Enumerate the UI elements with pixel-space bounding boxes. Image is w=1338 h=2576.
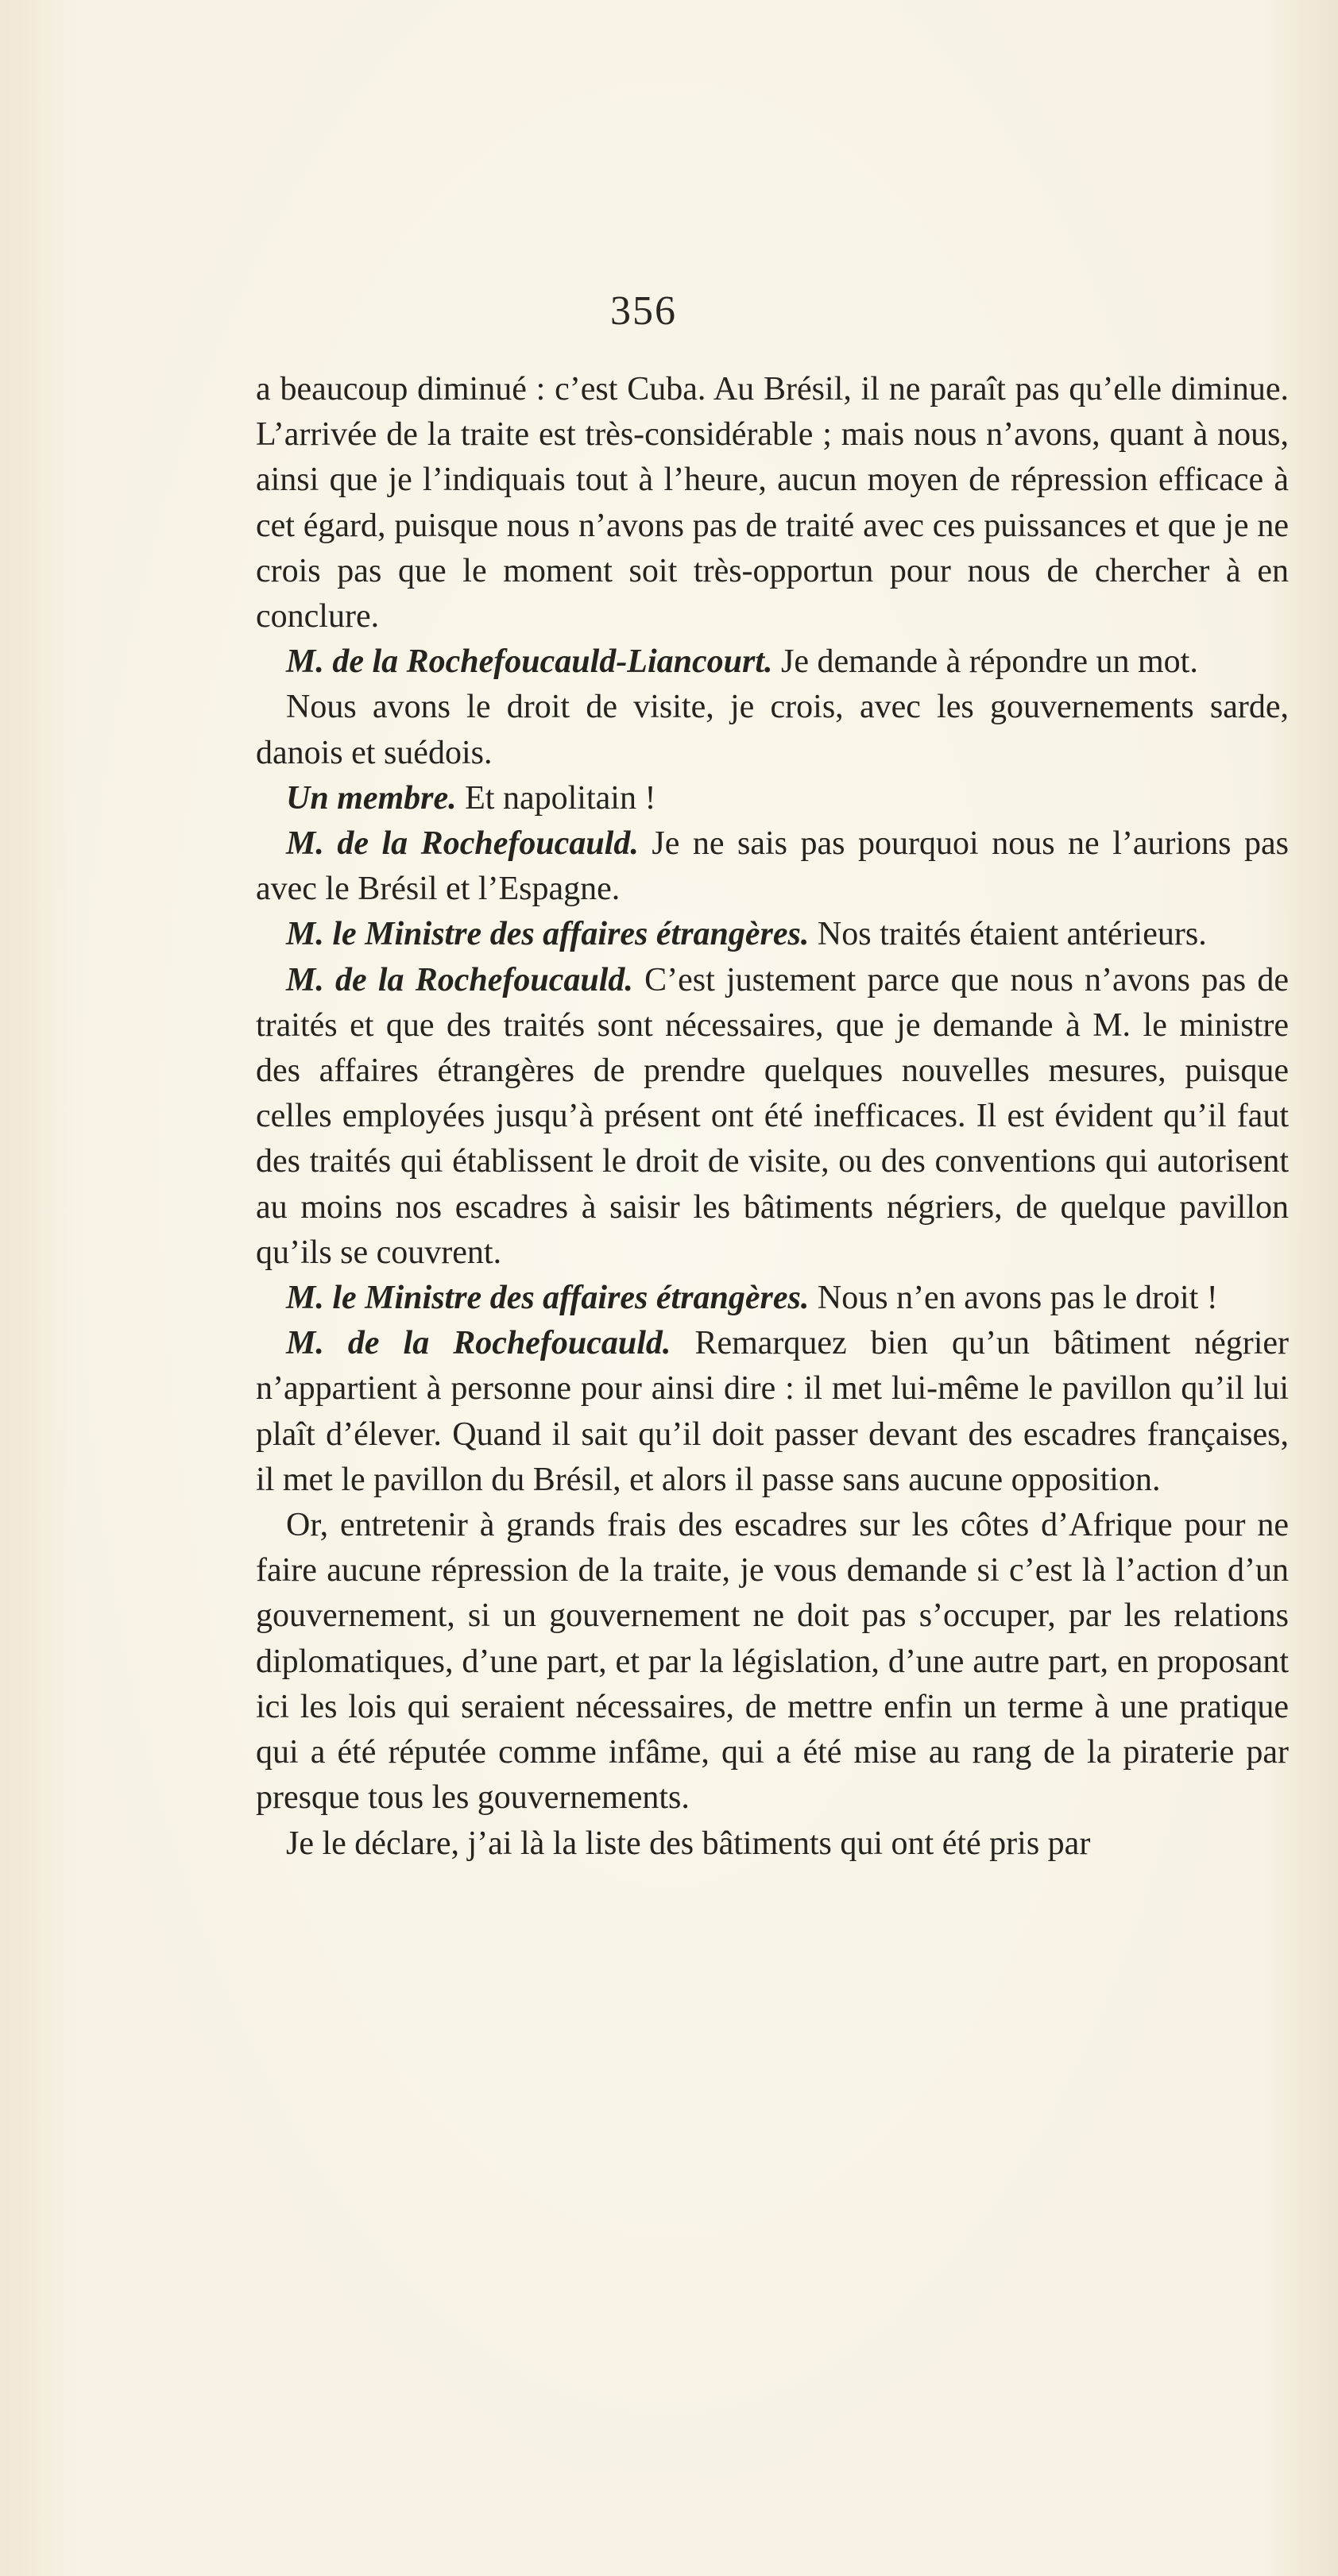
paragraph-7: [256, 958, 1289, 1276]
paragraph-8: [256, 1276, 1289, 1321]
paragraph-10: [256, 1503, 1289, 1821]
paragraph-text: Nous n’en avons pas le droit !: [809, 1280, 1218, 1317]
paragraph-5: [256, 821, 1289, 912]
paragraph-text: Remarquez bien qu’un bâtiment négrier n’appartient à personne pour ainsi dire : il met lui-même le pavillon qu’il lui plaît d’élever. Quand il sait qu’il doit passer devant des escadres françaises, il met le pavillon du Brésil, et alors il passe sans aucune opposition.: [256, 1325, 1289, 1498]
paragraph-text: Et napolitain !: [456, 779, 656, 817]
paragraph-11: [256, 1821, 1289, 1867]
paragraph-text: a beaucoup diminué : c’est Cuba. Au Brésil, il ne paraît pas qu’elle diminue. L’arrivée de la traite est très-considérable ; mais nous n’avons, quant à nous, ainsi que je l’indiquais tout à l’heure, aucun moyen de répression efficace à cet égard, puisque nous n’avons pas de traité avec ces puissances et que je ne crois pas que le moment soit très-opportun pour nous de chercher à en conclure.: [256, 371, 1289, 635]
speaker-name: M. de la Rochefoucauld.: [286, 961, 633, 998]
paragraph-9: [256, 1321, 1289, 1503]
paragraph-3: [256, 685, 1289, 775]
paragraph-text: Or, entretenir à grands frais des escadres sur les côtes d’Afrique pour ne faire aucune répression de la traite, je vous demande si c’est là l’action d’un gouvernement, si un gouvernement ne doit pas s’occuper, par les relations diplomatiques, d’une part, et par la législation, d’une autre part, en proposant ici les lois qui seraient nécessaires, de mettre enfin un terme à une pratique qui a été réputée comme infâme, qui a été mise au rang de la piraterie par presque tous les gouvernements.: [256, 1507, 1289, 1817]
paragraph-text: Nous avons le droit de visite, je crois, avec les gouvernements sarde, danois et suédois.: [256, 689, 1289, 771]
paragraph-4: [256, 776, 1289, 821]
paragraph-text: Nos traités étaient antérieurs.: [809, 916, 1207, 953]
speaker-name: Un membre.: [286, 779, 457, 817]
paragraph-text: Je ne sais pas pourquoi nous ne l’aurions pas avec le Brésil et l’Espagne.: [256, 825, 1289, 908]
speaker-name: M. de la Rochefoucauld.: [286, 1325, 671, 1362]
speaker-name: M. le Ministre des affaires étrangères.: [286, 1280, 810, 1317]
paragraph-text: C’est justement parce que nous n’avons pas de traités et que des traités sont nécessaires, que je demande à M. le ministre des affaires étrangères de prendre quelques nouvelles mesures, puisque celles employées jusqu’à présent ont été inefficaces. Il est évident qu’il faut des traités qui établissent le droit de visite, ou des conventions qui autorisent au moins nos escadres à saisir les bâtiments négriers, de quelque pavillon qu’ils se couvrent.: [256, 961, 1289, 1271]
paragraph-2: [256, 639, 1289, 685]
page-number: 356: [610, 288, 677, 334]
speaker-name: M. de la Rochefoucauld.: [286, 825, 639, 863]
paragraph-text: Je demande à répondre un mot.: [772, 643, 1198, 681]
paragraph-text: Je le déclare, j’ai là la liste des bâtiments qui ont été pris par: [286, 1825, 1091, 1862]
paragraph-6: [256, 912, 1289, 957]
paragraph-1: [256, 367, 1289, 639]
speaker-name: M. le Ministre des affaires étrangères.: [286, 916, 810, 953]
body-text: [256, 367, 1289, 1867]
speaker-name: M. de la Rochefoucauld-Liancourt.: [286, 643, 773, 681]
